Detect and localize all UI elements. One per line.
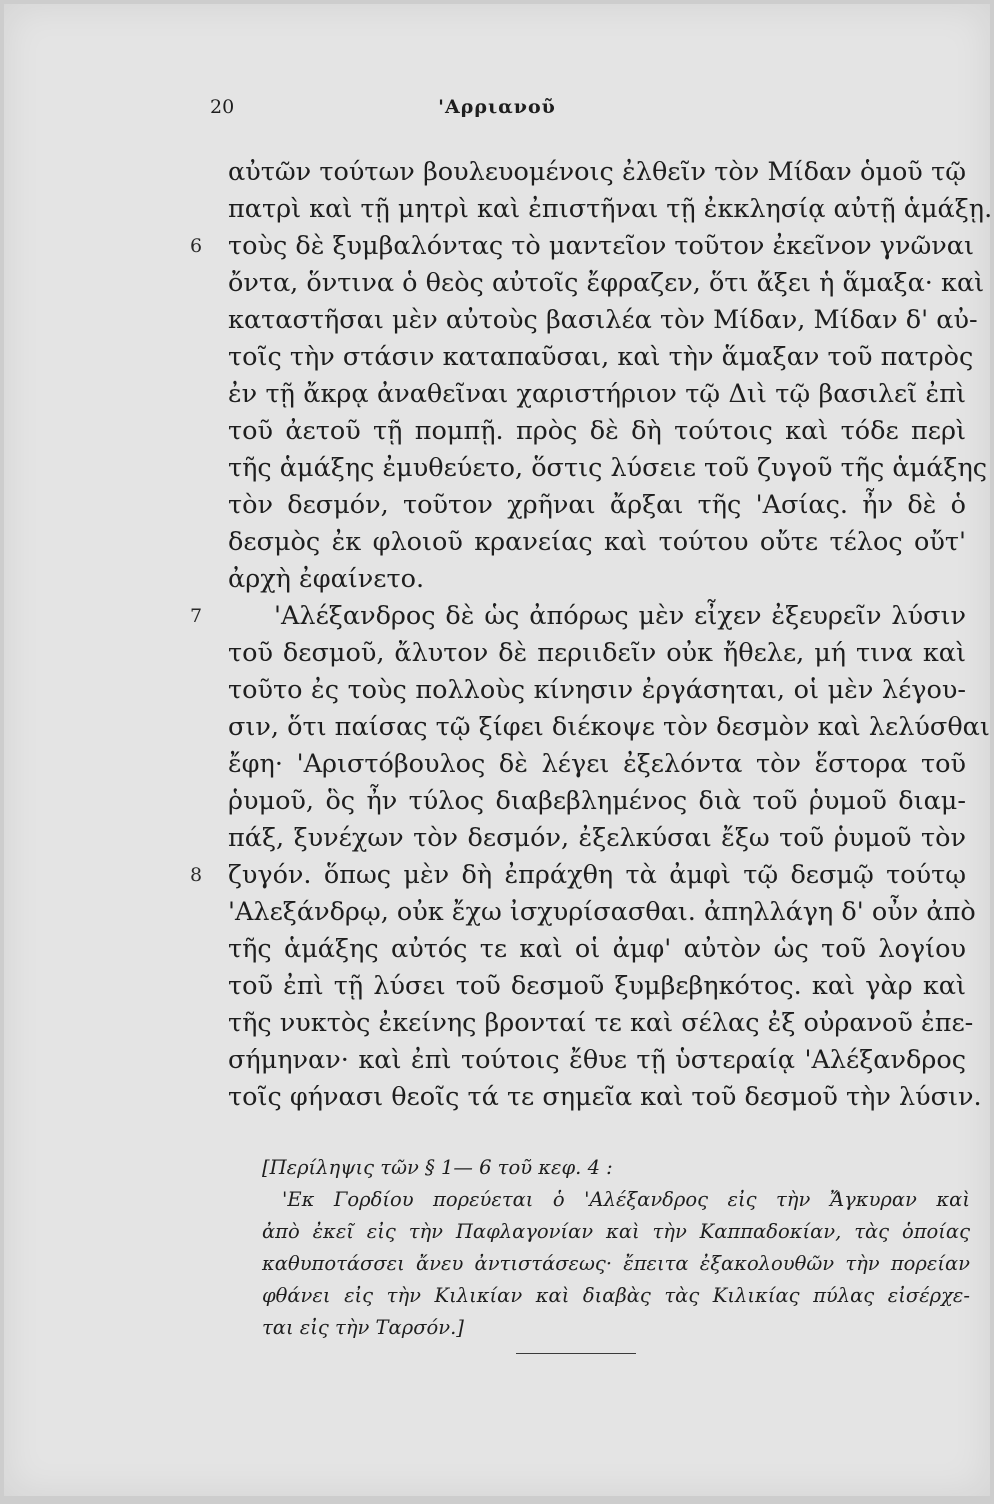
text-line: δεσμὸς ἐκ φλοιοῦ κρανείας καὶ τούτου οὔτε τέλος οὔτ' <box>228 527 966 557</box>
text-line: τοῦ δεσμοῦ, ἄλυτον δὲ περιιδεῖν οὐκ ἤθελε, μή τινα καὶ <box>228 638 966 668</box>
book-page <box>4 4 993 1496</box>
section-number: 6 <box>190 235 203 257</box>
summary-heading: [Περίληψις τῶν § 1— 6 τοῦ κεφ. 4 : <box>262 1156 613 1179</box>
chapter-summary <box>262 1152 970 1344</box>
summary-line: καθυποτάσσει ἄνευ ἀντιστάσεως· ἔπειτα ἐξακολουθῶν τὴν πορείαν <box>262 1252 970 1275</box>
summary-line: ἀπὸ ἐκεῖ εἰς τὴν Παφλαγονίαν καὶ τὴν Καππαδοκίαν, τὰς ὁποίας <box>262 1220 970 1243</box>
text-line: πάξ, ξυνέχων τὸν δεσμόν, ἐξελκύσαι ἔξω τοῦ ῥυμοῦ τὸν <box>228 823 966 853</box>
text-line: τοῖς φήνασι θεοῖς τά τε σημεῖα καὶ τοῦ δεσμοῦ τὴν λύσιν. <box>228 1082 982 1112</box>
text-line: τοῦτο ἐς τοὺς πολλοὺς κίνησιν ἐργάσηται, οἱ μὲν λέγου- <box>228 675 966 705</box>
text-line: σήμηναν· καὶ ἐπὶ τούτοις ἔθυε τῇ ὑστεραίᾳ 'Αλέξανδρος <box>228 1045 966 1075</box>
text-line: πατρὶ καὶ τῇ μητρὶ καὶ ἐπιστῆναι τῇ ἐκκλησίᾳ αὐτῇ ἁμάξῃ. <box>228 194 993 224</box>
text-line: τῆς ἁμάξης αὐτός τε καὶ οἱ ἀμφ' αὐτὸν ὡς τοῦ λογίου <box>228 934 966 964</box>
running-head: 'Αρριανοῦ <box>438 96 556 118</box>
text-line: ἐν τῇ ἄκρᾳ ἀναθεῖναι χαριστήριον τῷ Διὶ τῷ βασιλεῖ ἐπὶ <box>228 379 966 409</box>
text-line: σιν, ὅτι παίσας τῷ ξίφει διέκοψε τὸν δεσμὸν καὶ λελύσθαι <box>228 712 990 742</box>
page-header <box>4 96 990 126</box>
text-line: τῆς νυκτὸς ἐκείνης βρονταί τε καὶ σέλας ἐξ οὐρανοῦ ἐπε- <box>228 1008 974 1038</box>
text-line-content: 'Αλέξανδρος δὲ ὡς ἀπόρως μὲν εἶχεν ἐξευρεῖν λύσιν <box>274 601 966 631</box>
text-line: αὐτῶν τούτων βουλευομένοις ἐλθεῖν τὸν Μίδαν ὁμοῦ τῷ <box>228 157 966 187</box>
text-line: τοῦ ἀετοῦ τῇ πομπῇ. πρὸς δὲ δὴ τούτοις καὶ τόδε περὶ <box>228 416 966 446</box>
summary-line: φθάνει εἰς τὴν Κιλικίαν καὶ διαβὰς τὰς Κιλικίας πύλας εἰσέρχε- <box>262 1284 970 1307</box>
text-line: ὄντα, ὅντινα ὁ θεὸς αὐτοῖς ἔφραζεν, ὅτι ἄξει ἡ ἅμαξα· καὶ <box>228 268 985 298</box>
text-line: τὸν δεσμόν, τοῦτον χρῆναι ἄρξαι τῆς 'Ασίας. ἦν δὲ ὁ <box>228 490 966 520</box>
page-number: 20 <box>210 96 235 118</box>
summary-line: ται εἰς τὴν Ταρσόν.] <box>262 1316 464 1339</box>
text-line-content: τοὺς δὲ ξυμβαλόντας τὸ μαντεῖον τοῦτον ἐκεῖνον γνῶναι <box>228 231 975 261</box>
text-line <box>190 598 966 635</box>
text-line: τοῦ ἐπὶ τῇ λύσει τοῦ δεσμοῦ ξυμβεβηκότος. καὶ γὰρ καὶ <box>228 971 966 1001</box>
text-line: ἔφη· 'Αριστόβουλος δὲ λέγει ἐξελόντα τὸν ἕστορα τοῦ <box>228 749 966 779</box>
text-line: τῆς ἁμάξης ἐμυθεύετο, ὅστις λύσειε τοῦ ζυγοῦ τῆς ἁμάξης <box>228 453 988 483</box>
text-line <box>190 228 975 265</box>
text-line: 'Αλεξάνδρῳ, οὐκ ἔχω ἰσχυρίσασθαι. ἀπηλλάγη δ' οὖν ἀπὸ <box>228 897 976 927</box>
text-line: ἀρχὴ ἐφαίνετο. <box>228 564 425 594</box>
section-number: 7 <box>190 605 203 627</box>
summary-line: 'Εκ Γορδίου πορεύεται ὁ 'Αλέξανδρος εἰς τὴν Ἄγκυραν καὶ <box>282 1188 970 1211</box>
footer-rule <box>516 1353 636 1354</box>
main-text <box>190 154 993 1116</box>
text-line-content: ζυγόν. ὅπως μὲν δὴ ἐπράχθη τὰ ἀμφὶ τῷ δεσμῷ τούτῳ <box>228 860 966 890</box>
text-line: ῥυμοῦ, ὃς ἦν τύλος διαβεβλημένος διὰ τοῦ ῥυμοῦ διαμ- <box>228 786 966 816</box>
text-line <box>190 857 966 894</box>
text-line: τοῖς τὴν στάσιν καταπαῦσαι, καὶ τὴν ἅμαξαν τοῦ πατρὸς <box>228 342 974 372</box>
section-number: 8 <box>190 864 203 886</box>
text-line: καταστῆσαι μὲν αὐτοὺς βασιλέα τὸν Μίδαν, Μίδαν δ' αὐ- <box>228 305 978 335</box>
